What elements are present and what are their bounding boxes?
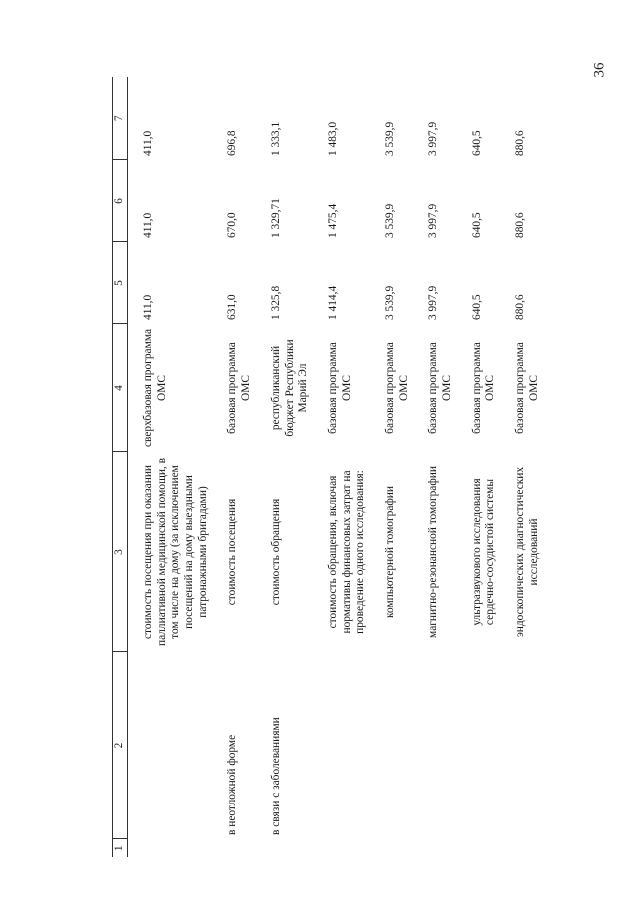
table-row xyxy=(313,77,370,857)
cell-c3: стоимость обращения xyxy=(269,498,282,606)
cell-c3: магнитно-резонансной томографии xyxy=(427,466,440,638)
rotated-table-wrapper xyxy=(112,77,582,857)
cell-c6: 411,0 xyxy=(142,212,154,238)
page-number: 36 xyxy=(591,62,608,78)
cell-c5: 411,0 xyxy=(142,294,154,320)
cell-c3: стоимость посещения при оказании паллиативной медицинской помощи, в том числе на дому (за исключением посещений на дому выездными патронажными бригадами) xyxy=(142,457,209,647)
cell-c1 xyxy=(500,839,543,857)
table-row xyxy=(370,77,413,857)
cell-c4: базовая программа ОМС xyxy=(226,342,253,434)
cell-c2: в связи с заболеваниями xyxy=(269,717,282,835)
cell-c7: 1 483,0 xyxy=(326,121,339,156)
cell-c2 xyxy=(457,652,500,839)
table-row xyxy=(212,77,255,857)
cell-c5: 1 325,8 xyxy=(269,285,282,320)
tariff-table xyxy=(112,77,543,857)
cell-c6: 1 329,71 xyxy=(269,198,282,238)
column-header-2: 2 xyxy=(113,652,128,839)
table-row xyxy=(413,77,456,857)
cell-c5: 640,5 xyxy=(470,294,483,320)
table-row xyxy=(256,77,313,857)
cell-c6: 3 539,9 xyxy=(383,203,396,238)
column-header-5: 5 xyxy=(113,242,128,324)
cell-c5: 631,0 xyxy=(226,294,239,320)
column-header-6: 6 xyxy=(113,160,128,242)
cell-c3: компьютерной томографии xyxy=(383,486,396,618)
cell-c4: базовая программа ОМС xyxy=(514,342,540,434)
cell-c7: 1 333,1 xyxy=(269,121,282,156)
cell-c6: 3 997,9 xyxy=(427,203,440,238)
column-header-3: 3 xyxy=(113,452,128,652)
cell-c3: ультразвукового исследования сердечно-сосудистой системы xyxy=(470,478,497,626)
cell-c7: 640,5 xyxy=(470,130,483,156)
cell-c1 xyxy=(313,839,370,857)
cell-c3: стоимость посещения xyxy=(226,498,239,606)
cell-c5: 1 414,4 xyxy=(326,285,339,320)
header-row xyxy=(113,77,128,857)
cell-c1 xyxy=(370,839,413,857)
cell-c7: 411,0 xyxy=(142,130,154,156)
cell-c1 xyxy=(128,839,213,857)
column-header-7: 7 xyxy=(113,77,128,160)
cell-c2 xyxy=(128,652,213,839)
column-header-4: 4 xyxy=(113,324,128,452)
table-row xyxy=(457,77,500,857)
cell-c5: 3 997,9 xyxy=(427,285,440,320)
table-row xyxy=(128,77,213,857)
cell-c4: базовая программа ОМС xyxy=(383,342,410,434)
cell-c2 xyxy=(413,652,456,839)
cell-c4: республиканский бюджет Республики Марий Эл xyxy=(269,339,310,437)
cell-c7: 880,6 xyxy=(514,130,527,156)
cell-c6: 880,6 xyxy=(514,212,527,238)
cell-c2 xyxy=(370,652,413,839)
cell-c7: 3 539,9 xyxy=(383,121,396,156)
cell-c4: базовая программа ОМС xyxy=(326,342,353,434)
cell-c6: 1 475,4 xyxy=(326,203,339,238)
cell-c4: сверхбазовая программа ОМС xyxy=(142,328,168,448)
cell-c6: 670,0 xyxy=(226,212,239,238)
cell-c2 xyxy=(500,652,543,839)
cell-c1 xyxy=(457,839,500,857)
cell-c1 xyxy=(212,839,255,857)
cell-c3: стоимость обращения, включая нормативы финансовых затрат на проведение одного исследования: xyxy=(326,470,367,634)
cell-c3: эндоскопических диагностических исследований xyxy=(514,466,540,638)
cell-c2: в неотложной форме xyxy=(226,734,239,835)
table-row xyxy=(500,77,543,857)
cell-c1 xyxy=(256,839,313,857)
cell-c1 xyxy=(413,839,456,857)
cell-c4: базовая программа ОМС xyxy=(427,342,453,434)
cell-c7: 696,8 xyxy=(226,130,239,156)
cell-c7: 3 997,9 xyxy=(427,121,440,156)
cell-c5: 3 539,9 xyxy=(383,285,396,320)
cell-c5: 880,6 xyxy=(514,294,527,320)
cell-c2 xyxy=(313,652,370,839)
column-header-1: 1 xyxy=(113,839,128,857)
cell-c4: базовая программа ОМС xyxy=(470,342,497,434)
cell-c6: 640,5 xyxy=(470,212,483,238)
